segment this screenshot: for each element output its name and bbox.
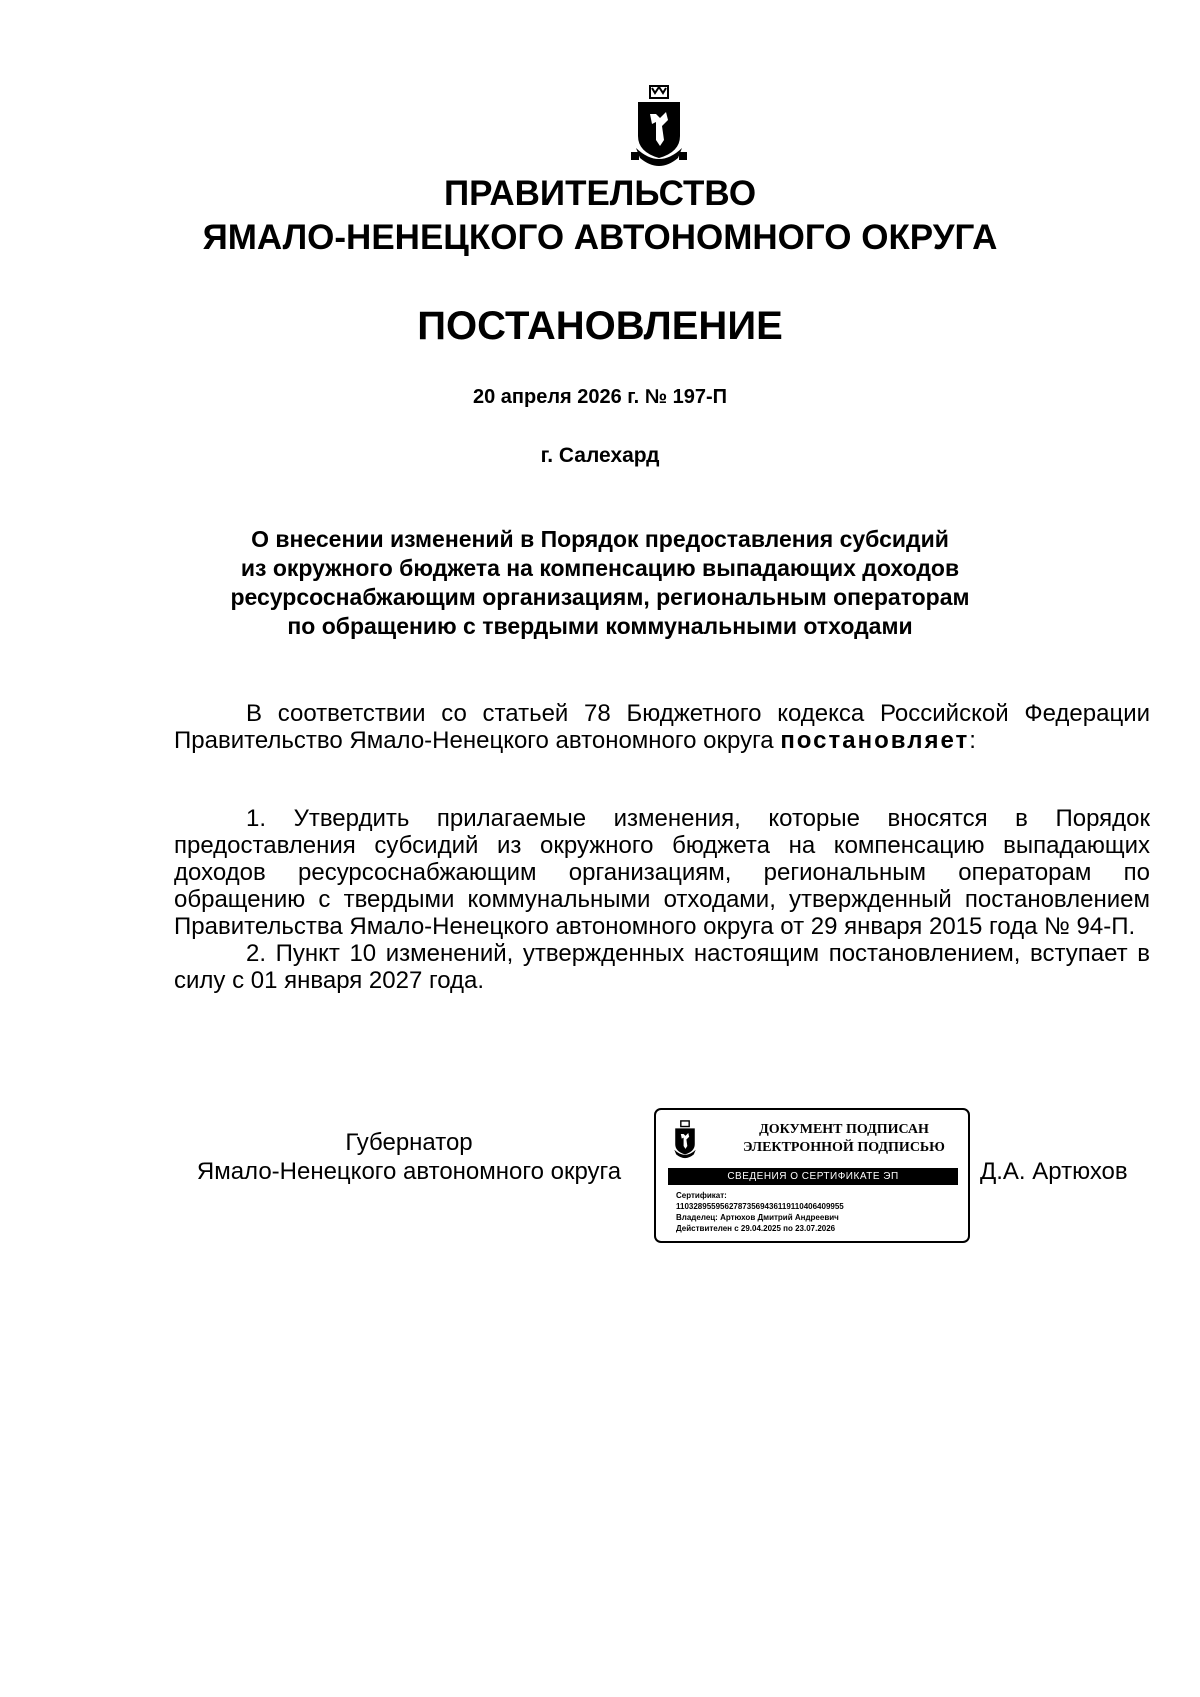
stamp-coat-of-arms-icon xyxy=(670,1120,700,1160)
preamble xyxy=(174,700,1150,754)
signer-name: Д.А. Артюхов xyxy=(980,1158,1128,1185)
decree-subject xyxy=(0,525,1200,641)
preamble-keyword: постановляет xyxy=(780,727,970,754)
stamp-title-line2: ЭЛЕКТРОННОЙ ПОДПИСЬЮ xyxy=(743,1140,945,1155)
government-title-line1: ПРАВИТЕЛЬСТВО xyxy=(443,174,757,213)
signer-position-line1: Губернатор xyxy=(345,1129,473,1156)
decree-point-1: 1. Утвердить прилагаемые изменения, которые вносятся в Порядок предоставления субсидий из окружного бюджета на компенсацию выпадающих доходов ресурсоснабжающим организациям, региональным операторам по обращению с твердыми коммунальными отходами, утвержденный постановлением Правительства Ямало-Ненецкого автономного округа от 29 января 2015 года № 94-П. xyxy=(174,805,1150,940)
stamp-title xyxy=(724,1121,964,1157)
subject-line: из окружного бюджета на компенсацию выпадающих доходов xyxy=(240,555,960,581)
certificate-label: Сертификат: xyxy=(676,1191,727,1200)
signer-position xyxy=(170,1128,648,1186)
city: г. Салехард xyxy=(540,444,660,467)
coat-of-arms-icon xyxy=(630,84,688,170)
signer-position-line2: Ямало-Ненецкого автономного округа xyxy=(196,1158,622,1185)
stamp-title-line1: ДОКУМЕНТ ПОДПИСАН xyxy=(759,1122,929,1137)
electronic-signature-stamp xyxy=(654,1108,970,1243)
certificate-owner: Владелец: Артюхов Дмитрий Андреевич xyxy=(676,1213,839,1222)
preamble-text: В соответствии со статьей 78 Бюджетного кодекса Российской Федерации Правительство Ямало-Ненецкого автономного округа xyxy=(174,700,1150,754)
decree-points xyxy=(174,805,1150,994)
document-type-heading: ПОСТАНОВЛЕНИЕ xyxy=(417,304,783,348)
subject-line: по обращению с твердыми коммунальными отходами xyxy=(287,613,913,639)
date-and-number: 20 апреля 2026 г. № 197-П xyxy=(472,386,728,408)
government-title xyxy=(0,172,1200,260)
subject-line: О внесении изменений в Порядок предоставления субсидий xyxy=(251,526,949,552)
certificate-number: 11032895595627873569436119110406409955 xyxy=(676,1202,844,1211)
stamp-certificate-bar: СВЕДЕНИЯ О СЕРТИФИКАТЕ ЭП xyxy=(668,1168,958,1185)
government-title-line2: ЯМАЛО-НЕНЕЦКОГО АВТОНОМНОГО ОКРУГА xyxy=(202,218,998,257)
preamble-colon: : xyxy=(969,727,976,754)
stamp-certificate-details xyxy=(676,1190,966,1234)
subject-line: ресурсоснабжающим организациям, региональным операторам xyxy=(230,584,970,610)
decree-point-2: 2. Пункт 10 изменений, утвержденных настоящим постановлением, вступает в силу с 01 января 2027 года. xyxy=(174,940,1150,994)
certificate-validity: Действителен с 29.04.2025 по 23.07.2026 xyxy=(676,1224,836,1233)
